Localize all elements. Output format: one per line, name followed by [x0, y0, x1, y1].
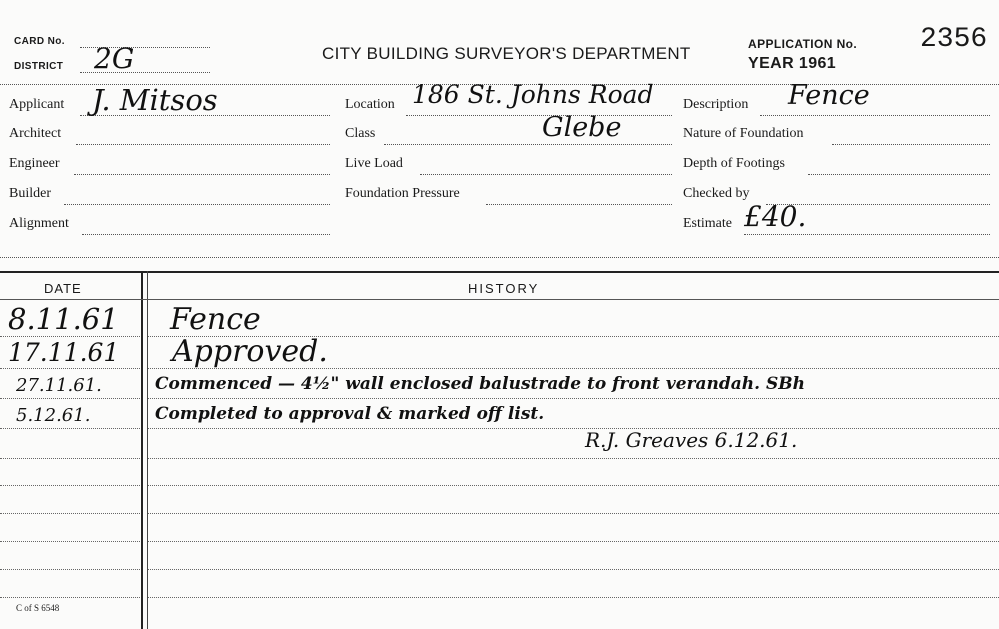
date-column-divider-inner — [147, 271, 148, 629]
date-row-rule — [0, 398, 140, 399]
date-header: DATE — [44, 281, 82, 296]
location-value: 186 St. Johns Road — [412, 80, 654, 109]
year-label: YEAR 1961 — [748, 55, 837, 72]
history-row-rule — [148, 428, 999, 429]
date-row-rule — [0, 597, 140, 598]
location-line — [406, 115, 672, 116]
description-value: Fence — [788, 80, 870, 111]
class-label: Class — [345, 126, 376, 141]
application-no-value: 2356 — [920, 24, 988, 55]
estimate-label: Estimate — [683, 216, 732, 231]
description-label: Description — [683, 97, 749, 112]
date-row-rule — [0, 336, 140, 337]
row-history: Completed to approval & marked off list. — [155, 404, 545, 424]
nature-line — [832, 144, 990, 145]
engineer-label: Engineer — [9, 156, 60, 171]
history-row-rule — [148, 541, 999, 542]
date-row-rule — [0, 541, 140, 542]
architect-line — [76, 144, 330, 145]
nature-label: Nature of Foundation — [683, 126, 804, 141]
application-no-label: APPLICATION No. — [748, 37, 858, 51]
row-history: Fence — [170, 302, 261, 337]
department-title: CITY BUILDING SURVEYOR'S DEPARTMENT — [322, 44, 691, 63]
date-row-rule — [0, 485, 140, 486]
row-date: 27.11.61. — [16, 375, 102, 396]
date-column-divider — [141, 271, 143, 629]
builder-line — [64, 204, 330, 205]
date-row-rule — [0, 458, 140, 459]
history-header: HISTORY — [468, 281, 540, 296]
row-date: 5.12.61. — [16, 405, 91, 426]
description-line — [760, 115, 990, 116]
alignment-label: Alignment — [9, 216, 69, 231]
district-value: 2G — [94, 42, 135, 75]
class-value: Glebe — [542, 112, 622, 143]
date-row-rule — [0, 513, 140, 514]
depth-line — [808, 174, 990, 175]
location-label: Location — [345, 97, 395, 112]
applicant-label: Applicant — [9, 97, 65, 112]
applicant-value: J. Mitsos — [92, 83, 218, 117]
live-load-line — [420, 174, 672, 175]
history-row-rule — [148, 569, 999, 570]
history-row-rule — [148, 597, 999, 598]
history-row-rule — [148, 458, 999, 459]
row-date: 17.11.61 — [8, 338, 120, 367]
engineer-line — [74, 174, 330, 175]
signature: R.J. Greaves 6.12.61. — [585, 428, 798, 452]
row-date: 8.11.61 — [8, 302, 119, 336]
history-row-rule — [148, 485, 999, 486]
class-line — [384, 144, 672, 145]
district-label: DISTRICT — [14, 61, 64, 72]
header-row-rule — [0, 299, 999, 300]
row-history: Commenced — 4½" wall enclosed balustrade to front verandah. SBh — [155, 374, 805, 394]
date-row-rule — [0, 569, 140, 570]
history-row-rule — [148, 398, 999, 399]
checked-label: Checked by — [683, 186, 750, 201]
estimate-line — [744, 234, 990, 235]
form-code: C of S 6548 — [16, 603, 60, 613]
date-row-rule — [0, 368, 140, 369]
row-history: Approved. — [172, 334, 328, 369]
date-row-rule — [0, 428, 140, 429]
depth-label: Depth of Footings — [683, 156, 785, 171]
history-row-rule — [148, 513, 999, 514]
foundation-pressure-line — [486, 204, 672, 205]
card-no-label: CARD No. — [14, 36, 65, 47]
foundation-pressure-label: Foundation Pressure — [345, 186, 460, 201]
estimate-value: £40. — [744, 200, 807, 233]
section-divider — [0, 257, 999, 258]
architect-label: Architect — [9, 126, 62, 141]
table-top-rule — [0, 271, 999, 273]
alignment-line — [82, 234, 330, 235]
builder-label: Builder — [9, 186, 51, 201]
live-load-label: Live Load — [345, 156, 403, 171]
